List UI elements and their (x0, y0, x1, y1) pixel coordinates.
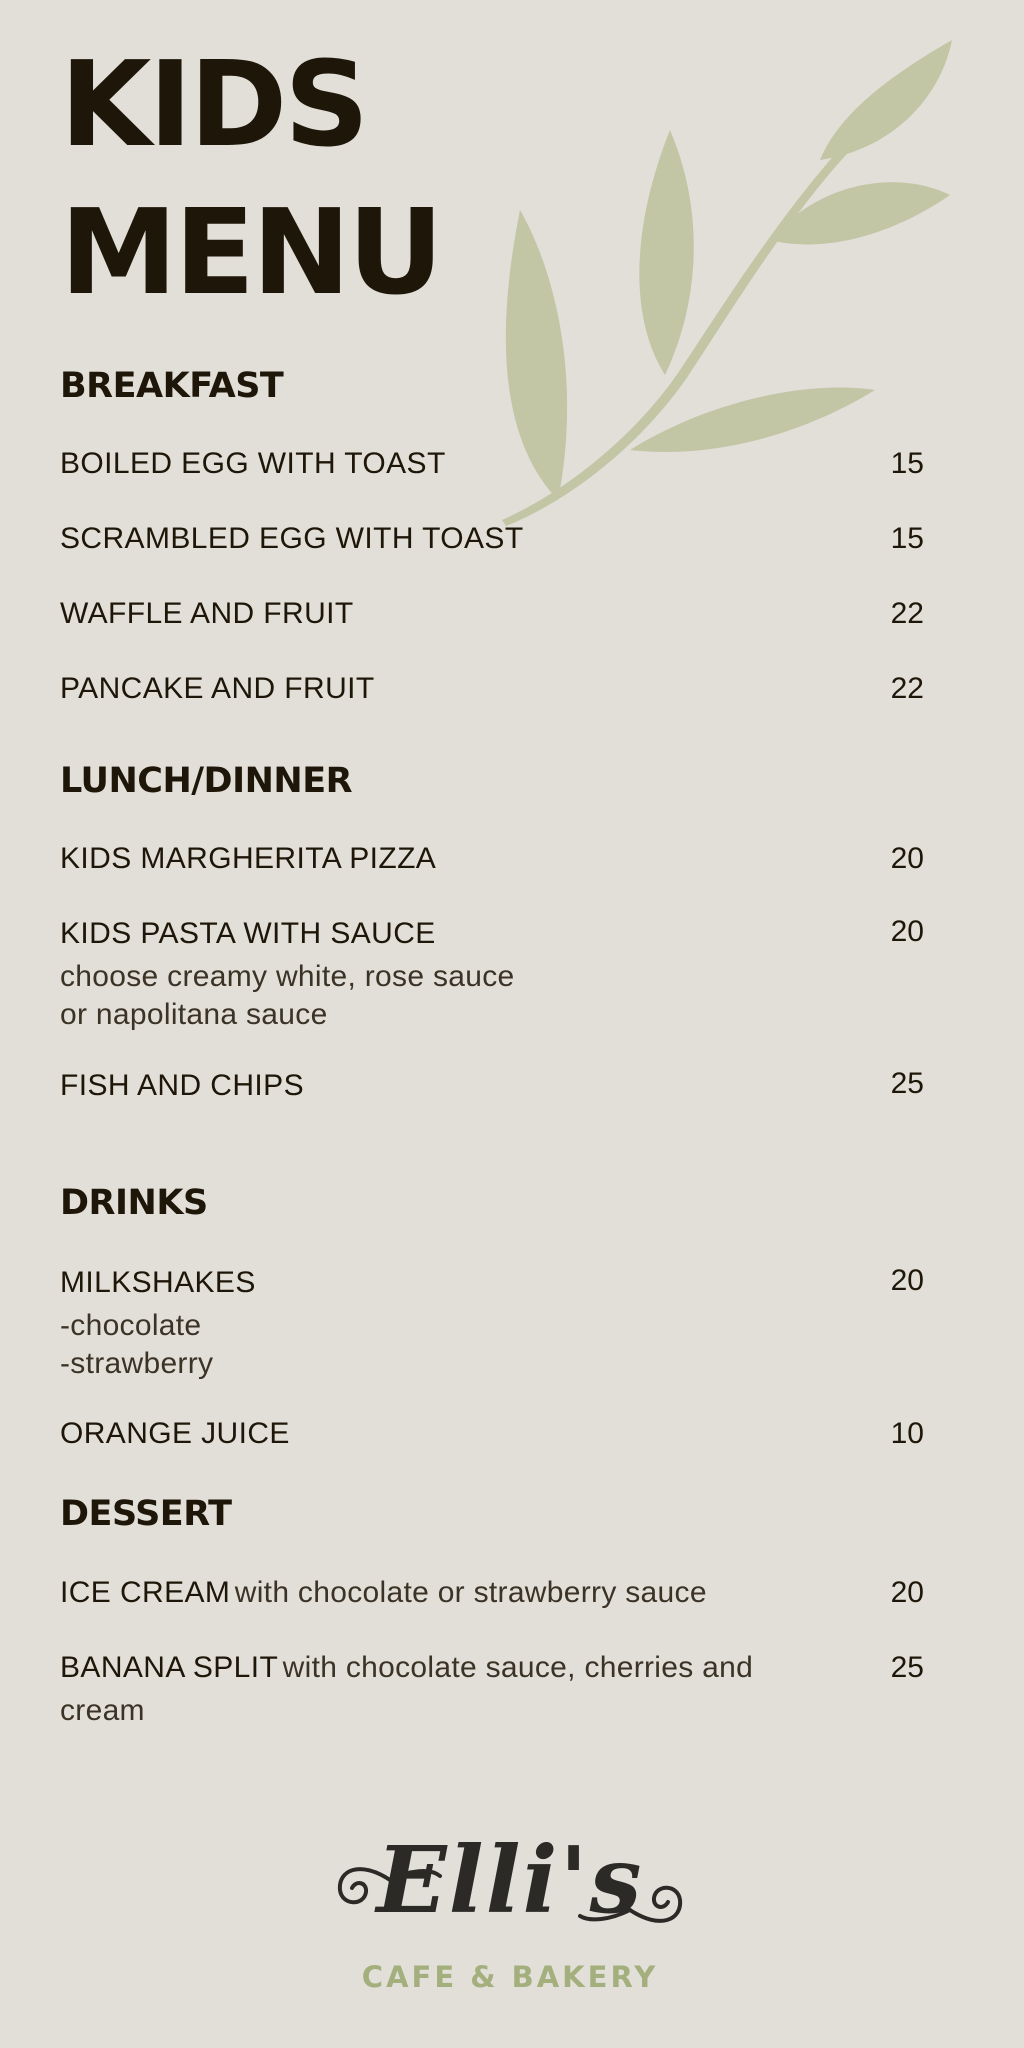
item-name: SCRAMBLED EGG WITH TOAST (60, 522, 524, 555)
section-heading-breakfast: BREAKFAST (60, 366, 284, 406)
item-description-line: choose creamy white, rose sauce (60, 960, 515, 993)
item-name: BOILED EGG WITH TOAST (60, 447, 446, 480)
item-name: ORANGE JUICE (60, 1417, 290, 1450)
item-name: ICE CREAM (60, 1576, 231, 1609)
item-price: 20 (890, 1576, 924, 1609)
menu-item (60, 1574, 924, 1617)
item-price: 22 (890, 597, 924, 630)
item-name: MILKSHAKES (60, 1266, 256, 1299)
item-price: 15 (890, 522, 924, 555)
menu-item (60, 1067, 924, 1110)
menu-item (60, 915, 924, 1034)
logo-subtitle: CAFE & BAKERY (361, 1960, 659, 1994)
item-description-line: or napolitana sauce (60, 998, 328, 1031)
menu-item (60, 445, 924, 488)
section-heading-dessert: DESSERT (60, 1494, 232, 1534)
item-price: 25 (890, 1067, 924, 1100)
title-line-2: MENU (60, 183, 441, 321)
item-name: WAFFLE AND FRUIT (60, 597, 354, 630)
item-price: 20 (890, 842, 924, 875)
item-name: KIDS MARGHERITA PIZZA (60, 842, 437, 875)
page-title (60, 30, 441, 326)
logo-script-text: Elli's (376, 1826, 644, 1934)
item-price: 10 (890, 1417, 924, 1450)
item-description-line: -strawberry (60, 1347, 214, 1380)
item-description-line: -chocolate (60, 1309, 202, 1342)
menu-item (60, 1415, 924, 1458)
item-price: 22 (890, 672, 924, 705)
menu-item (60, 520, 924, 563)
item-price: 25 (890, 1651, 924, 1684)
item-price: 20 (890, 1264, 924, 1297)
item-name: BANANA SPLIT (60, 1651, 279, 1684)
section-heading-drinks: DRINKS (60, 1183, 208, 1223)
item-description: with chocolate or strawberry sauce (234, 1576, 707, 1609)
item-price: 20 (890, 915, 924, 948)
menu-item (60, 840, 924, 883)
item-name: KIDS PASTA WITH SAUCE (60, 917, 436, 950)
item-name: FISH AND CHIPS (60, 1069, 304, 1102)
cafe-logo (330, 1820, 690, 2020)
item-name: PANCAKE AND FRUIT (60, 672, 375, 705)
title-line-1: KIDS (60, 35, 367, 173)
menu-item (60, 670, 924, 713)
item-description: with chocolate sauce, cherries and cream (60, 1651, 754, 1727)
menu-item (60, 1649, 924, 1735)
menu-item (60, 595, 924, 638)
item-price: 15 (890, 447, 924, 480)
section-heading-lunch-dinner: LUNCH/DINNER (60, 761, 353, 801)
menu-item (60, 1264, 924, 1383)
